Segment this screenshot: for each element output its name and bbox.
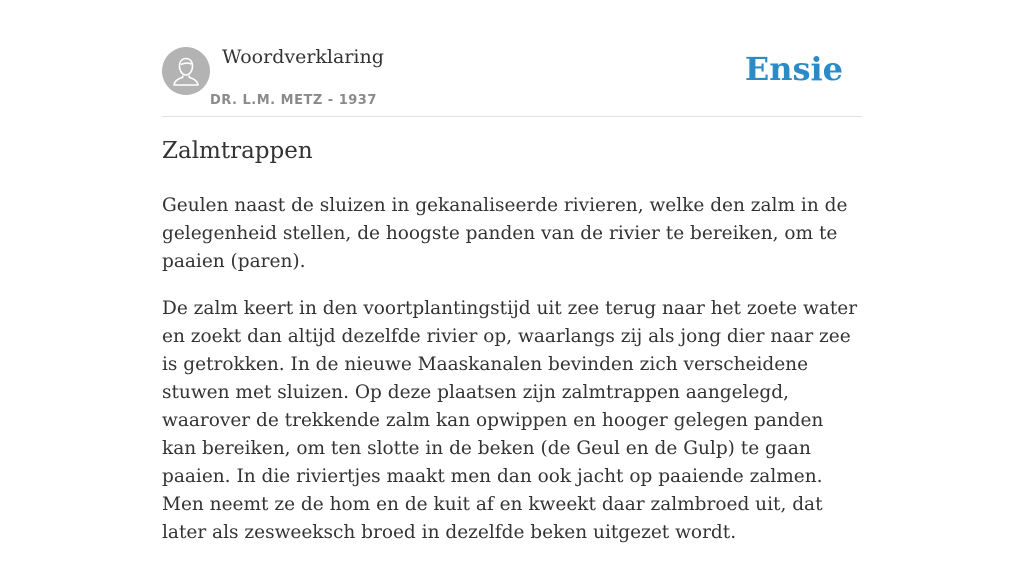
user-icon <box>162 47 210 95</box>
page-container <box>162 0 862 543</box>
source-header <box>162 0 862 117</box>
article-body <box>162 192 862 566</box>
source-title[interactable]: Woordverklaring <box>222 46 384 68</box>
brand-logo[interactable]: Ensie <box>744 50 843 88</box>
source-author-year: DR. L.M. METZ - 1937 <box>210 93 377 108</box>
article-paragraph: Geulen naast de sluizen in gekanaliseerde rivieren, welke den zalm in de gelegenheid stellen, de hoogste panden van de rivier te bereiken, om te paaien (paren). <box>162 195 848 272</box>
article-paragraph: De zalm keert in den voortplantingstijd uit zee terug naar het zoete water en zoekt dan altijd dezelfde rivier op, waarlangs zij als jong dier naar zee is getrokken. In de nieuwe Maaskanalen bevinden zich verscheidene stuwen met sluizen. Op deze plaatsen zijn zalmtrappen aangelegd, waarover de trekkende zalm kan opwippen en hooger gelegen panden kan bereiken, om ten slotte in de beken (de Geul en de Gulp) te gaan paaien. In die riviertjes maakt men dan ook jacht op paaiende zalmen. Men neemt ze de hom en de kuit af en kweekt daar zalmbroed uit, dat later als zesweeksch broed in dezelfde beken uitgezet wordt. <box>162 298 858 543</box>
source-avatar[interactable] <box>162 47 210 95</box>
article-title: Zalmtrappen <box>162 138 313 164</box>
